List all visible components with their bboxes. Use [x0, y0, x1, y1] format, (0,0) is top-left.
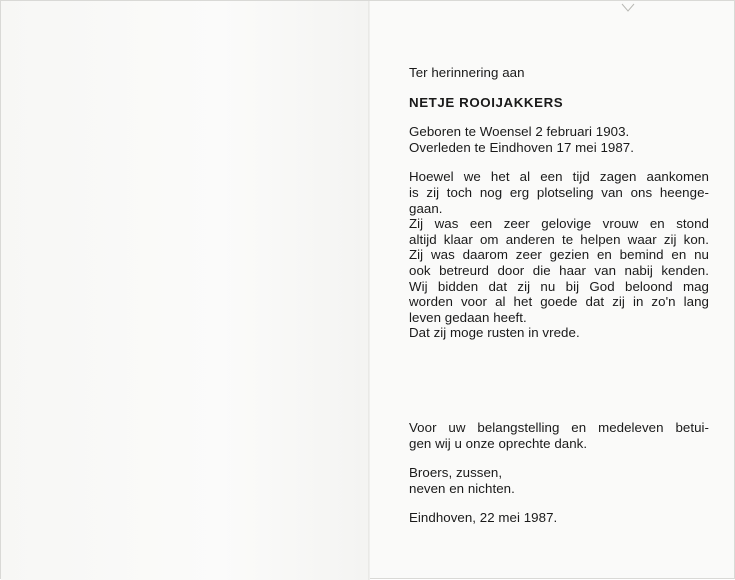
eulogy-line: Zij was daarom zeer gezien en bemind en nu [409, 247, 709, 263]
family-block [409, 465, 709, 496]
eulogy-line: Hoewel we het al een tijd zagen aankomen [409, 169, 709, 185]
eulogy-line: worden voor al het goede dat zij in zo'n lang [409, 294, 709, 310]
thanks-line: Voor uw belangstelling en medeleven betui- [409, 419, 709, 435]
eulogy-line: is zij toch nog erg plotseling van ons heenge- [409, 184, 709, 200]
eulogy-line: Dat zij moge rusten in vrede. [409, 325, 580, 341]
eulogy-line: leven gedaan heeft. [409, 309, 527, 325]
family-line: Broers, zussen, [409, 465, 503, 481]
birth-line: Geboren te Woensel 2 februari 1903. [409, 124, 630, 140]
corner-tick-mark [621, 3, 635, 13]
eulogy-line: altijd klaar om anderen te helpen waar zij kon. [409, 231, 709, 247]
deceased-name: NETJE ROOIJAKKERS [409, 94, 564, 110]
blank-left-panel [1, 1, 368, 580]
fold-line [368, 1, 370, 580]
eulogy-line: gaan. [409, 200, 443, 216]
eulogy-line: Wij bidden dat zij nu bij God beloond mag [409, 278, 709, 294]
eulogy-line: ook betreurd door die haar van nabij kenden. [409, 262, 709, 278]
place-date: Eindhoven, 22 mei 1987. [409, 510, 558, 526]
memorial-text [409, 65, 709, 526]
eulogy-block [409, 169, 709, 341]
eulogy-line: Zij was een zeer gelovige vrouw en stond [409, 216, 709, 232]
family-line: neven en nichten. [409, 480, 515, 496]
death-line: Overleden te Eindhoven 17 mei 1987. [409, 139, 634, 155]
intro-line: Ter herinnering aan [409, 65, 525, 80]
thanks-line: gen wij u onze oprechte dank. [409, 435, 588, 451]
thanks-block [409, 420, 709, 451]
dates-block [409, 124, 709, 155]
